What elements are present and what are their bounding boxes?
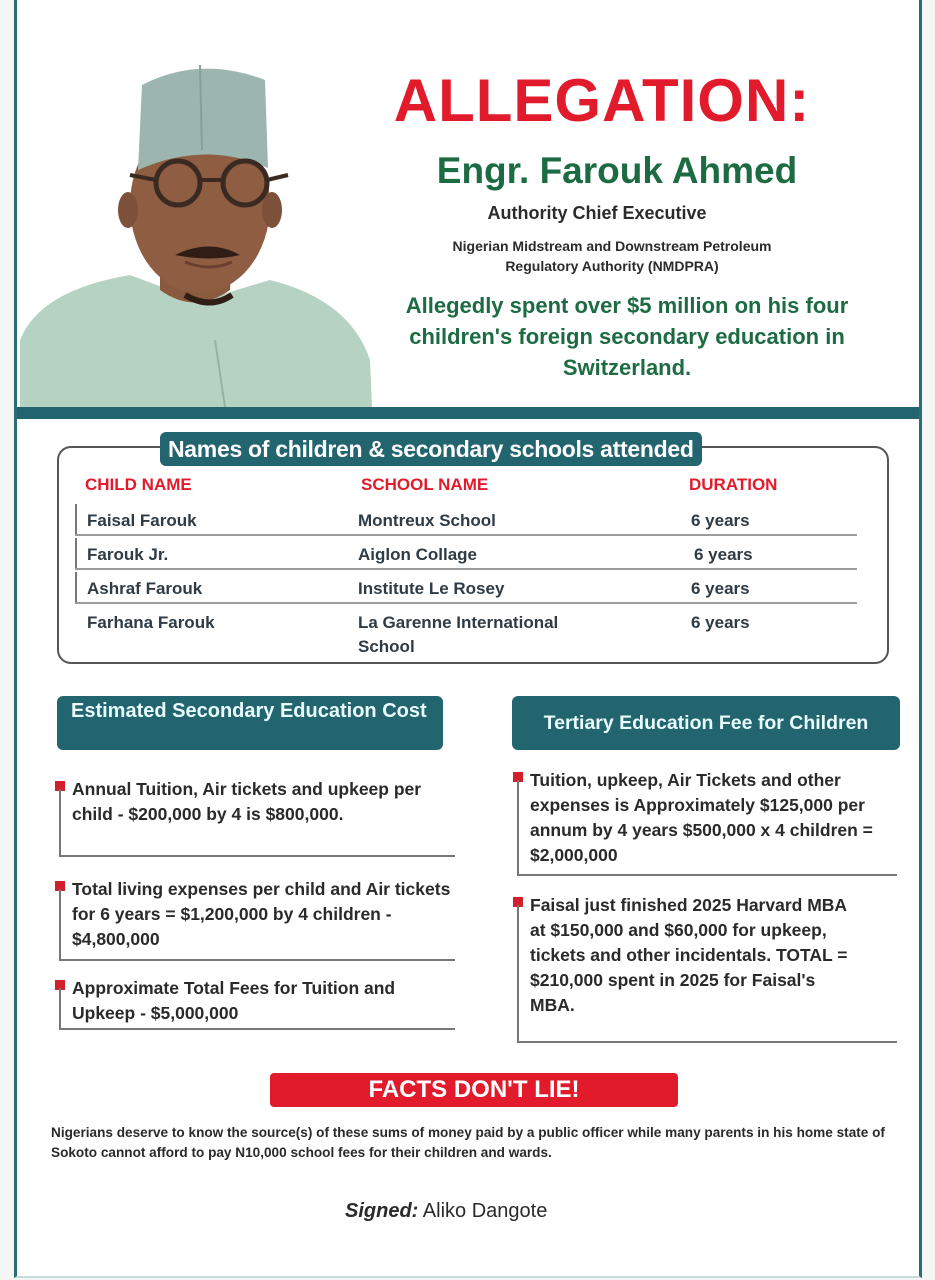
item-rule-vertical bbox=[59, 789, 61, 857]
person-portrait-icon bbox=[20, 40, 380, 407]
child-name: Farouk Jr. bbox=[87, 545, 169, 564]
item-rule-horizontal bbox=[59, 1028, 455, 1030]
signed-label: Signed: bbox=[345, 1200, 419, 1222]
secondary-cost-item: Annual Tuition, Air tickets and upkeep per child - $200,000 by 4 is $800,000. bbox=[55, 777, 455, 859]
tertiary-cost-heading: Tertiary Education Fee for Children bbox=[512, 696, 900, 750]
duration: 6 years bbox=[691, 511, 750, 530]
agency-line-2: Regulatory Authority (NMDPRA) bbox=[505, 258, 719, 274]
facts-banner: FACTS DON'T LIE! bbox=[270, 1073, 678, 1107]
item-rule-horizontal bbox=[517, 874, 897, 876]
tertiary-cost-item: Tuition, upkeep, Air Tickets and other expenses is Approximately $125,000 per annum by 4 years $500,000 x 4 children = $2,000,000 bbox=[513, 768, 897, 878]
child-name: Ashraf Farouk bbox=[87, 579, 203, 598]
table-row bbox=[75, 536, 857, 570]
secondary-cost-heading: Estimated Secondary Education Cost bbox=[57, 696, 443, 750]
duration: 6 years bbox=[691, 613, 750, 632]
school-name: La Garenne International School bbox=[358, 613, 559, 656]
portrait-photo bbox=[20, 40, 380, 407]
headline: ALLEGATION: bbox=[393, 67, 811, 134]
allegation-claim: Allegedly spent over $5 million on his four children's foreign secondary education in Switzerland. bbox=[405, 293, 849, 380]
signer-name: Aliko Dangote bbox=[422, 1200, 548, 1222]
school-name: Montreux School bbox=[358, 511, 496, 530]
school-name: Aiglon Collage bbox=[358, 545, 477, 564]
item-rule-vertical bbox=[517, 780, 519, 876]
column-header-child: CHILD NAME bbox=[85, 475, 192, 494]
agency-name bbox=[387, 236, 837, 276]
item-rule-vertical bbox=[517, 905, 519, 1043]
item-rule-vertical bbox=[59, 889, 61, 961]
tertiary-cost-item: Faisal just finished 2025 Harvard MBA at $150,000 and $60,000 for upkeep, tickets and other incidentals. TOTAL = $210,000 spent in 2025 for Faisal's MBA. bbox=[513, 893, 897, 1045]
official-role: Authority Chief Executive bbox=[487, 203, 707, 223]
duration: 6 years bbox=[694, 545, 753, 564]
row-marker bbox=[75, 572, 77, 602]
section-divider bbox=[17, 407, 919, 419]
table-row bbox=[75, 502, 857, 536]
secondary-cost-item: Total living expenses per child and Air tickets for 6 years = $1,200,000 by 4 children - $4,800,000 bbox=[55, 877, 455, 961]
official-name: Engr. Farouk Ahmed bbox=[436, 150, 798, 191]
item-rule-vertical bbox=[59, 988, 61, 1030]
duration: 6 years bbox=[691, 579, 750, 598]
school-name: Institute Le Rosey bbox=[358, 579, 505, 598]
column-header-duration: DURATION bbox=[689, 475, 778, 494]
table-row bbox=[75, 570, 857, 604]
item-rule-horizontal bbox=[517, 1041, 897, 1043]
item-rule-horizontal bbox=[59, 855, 455, 857]
child-name: Faisal Farouk bbox=[87, 511, 197, 530]
signature bbox=[345, 1200, 547, 1223]
poster-frame bbox=[14, 0, 922, 1278]
child-name: Farhana Farouk bbox=[87, 613, 215, 632]
column-header-school: SCHOOL NAME bbox=[361, 475, 489, 494]
item-rule-horizontal bbox=[59, 959, 455, 961]
table-row bbox=[75, 604, 857, 660]
secondary-cost-item: Approximate Total Fees for Tuition and Upkeep - $5,000,000 bbox=[55, 976, 455, 1032]
closing-note: Nigerians deserve to know the source(s) of these sums of money paid by a public officer while many parents in his home state of Sokoto cannot afford to pay N10,000 school fees for their children and wards. bbox=[51, 1125, 885, 1160]
row-marker bbox=[75, 538, 77, 568]
row-marker bbox=[75, 504, 77, 534]
children-table-title: Names of children & secondary schools attended bbox=[160, 432, 702, 466]
agency-line-1: Nigerian Midstream and Downstream Petroleum bbox=[452, 238, 772, 254]
